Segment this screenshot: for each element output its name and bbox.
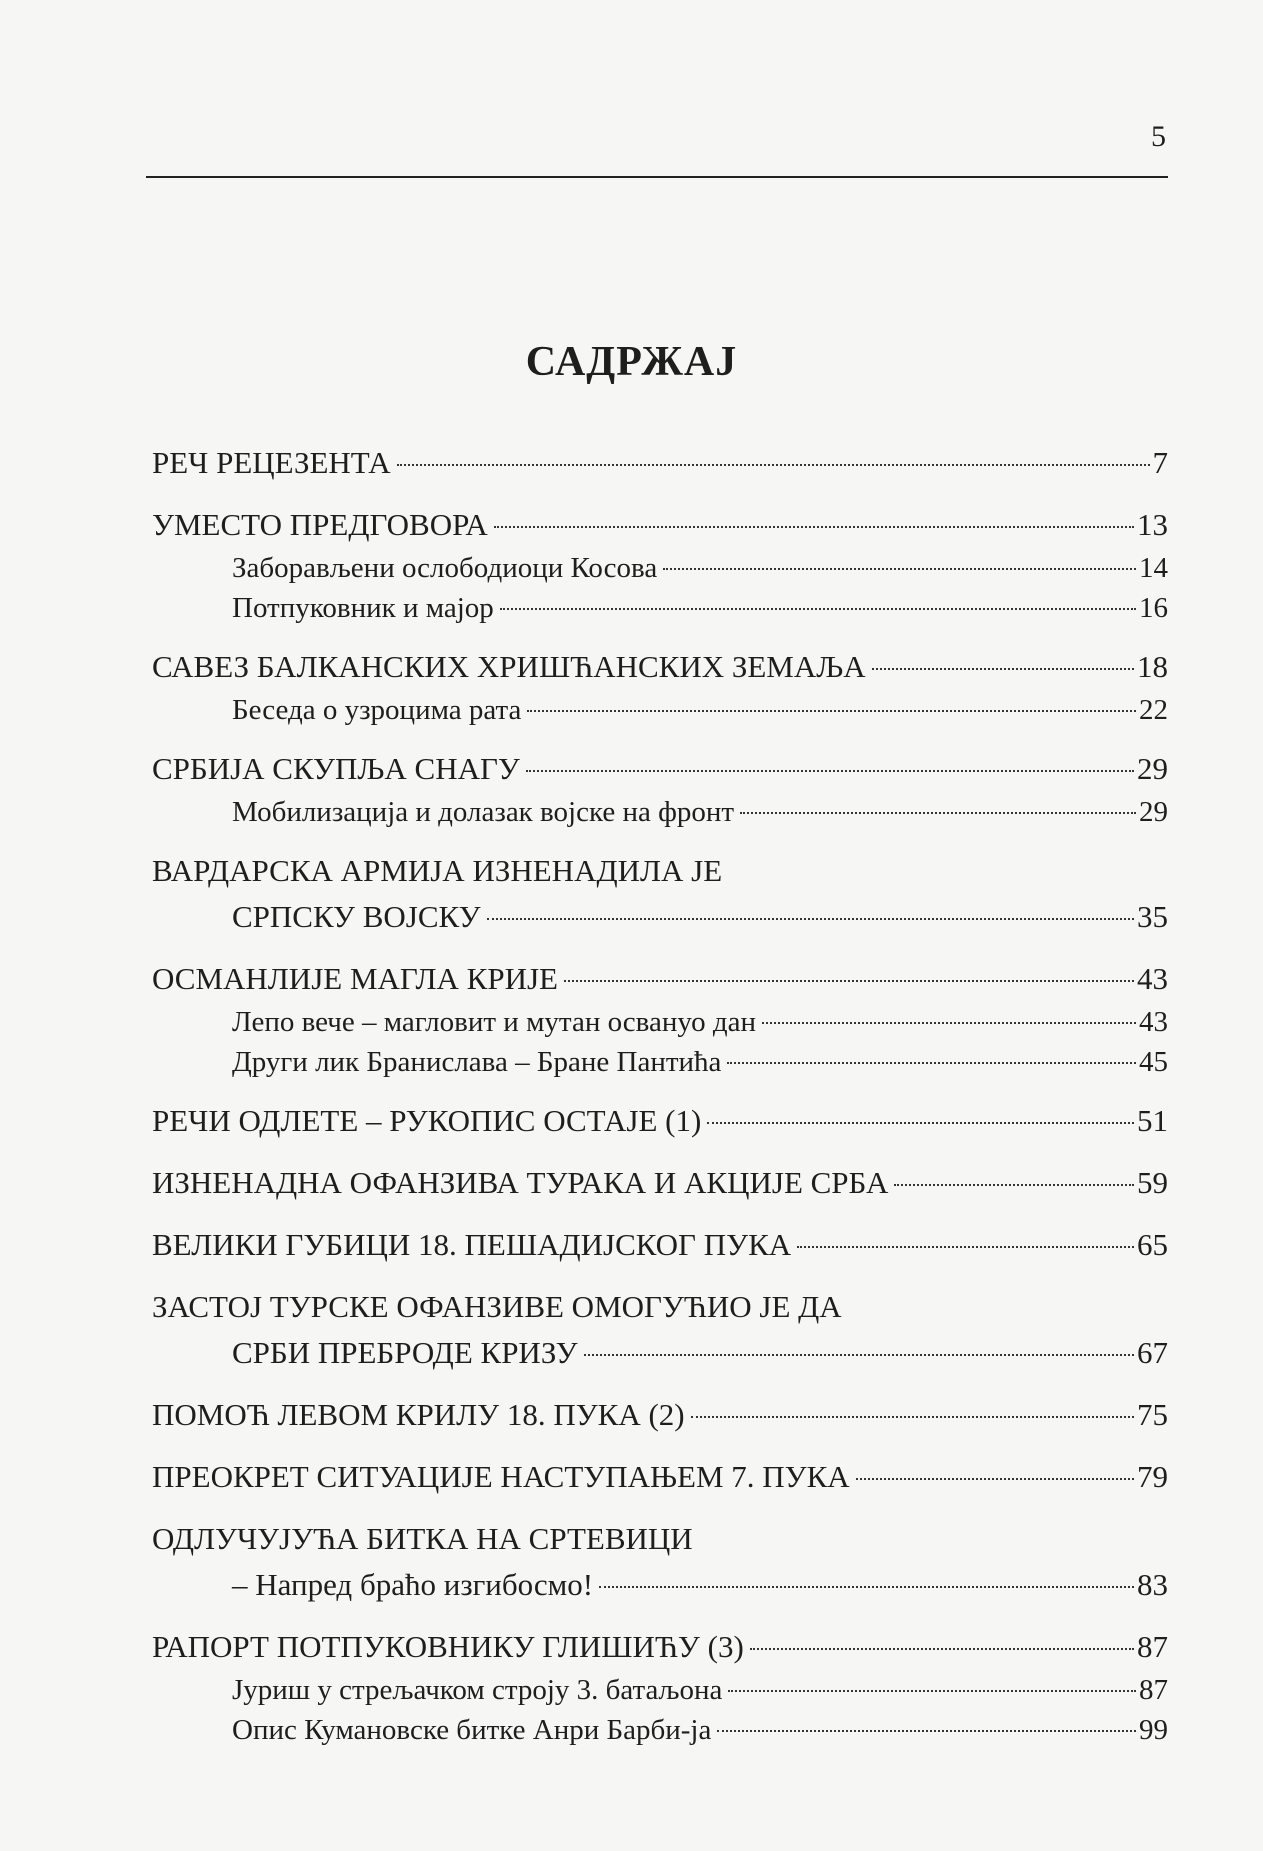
dot-leader xyxy=(487,918,1134,920)
toc-subentry xyxy=(152,792,1168,832)
toc-entry-continuation xyxy=(152,1562,1168,1608)
toc-entry-title: Потпуковник и мајор xyxy=(232,592,494,624)
toc-row xyxy=(152,644,1168,690)
toc-entry-title: ОДЛУЧУЈУЋА БИТКА НА СРТЕВИЦИ xyxy=(152,1521,693,1556)
toc-row xyxy=(152,1392,1168,1438)
toc-chapter xyxy=(152,956,1168,1002)
toc-entry-page: 14 xyxy=(1139,552,1168,584)
dot-leader xyxy=(872,668,1134,670)
toc-entry-title: Други лик Бранислава – Бране Пантића xyxy=(232,1046,722,1078)
toc-entry-page: 7 xyxy=(1152,445,1168,480)
dot-leader xyxy=(397,464,1150,466)
toc-subentry xyxy=(152,1002,1168,1042)
toc-chapter xyxy=(152,1222,1168,1268)
toc-entry-page: 87 xyxy=(1139,1674,1168,1706)
toc-entry-page: 35 xyxy=(1137,899,1168,934)
dot-leader xyxy=(717,1730,1136,1732)
toc-row xyxy=(232,1710,1168,1750)
page-number: 5 xyxy=(1151,120,1166,153)
toc-subentry xyxy=(152,690,1168,730)
toc-entry-page: 65 xyxy=(1137,1227,1168,1262)
dot-leader xyxy=(599,1586,1134,1588)
toc-row xyxy=(152,1222,1168,1268)
toc-entry-page: 99 xyxy=(1139,1714,1168,1746)
toc-entry-title: Опис Кумановске битке Анри Барби-ја xyxy=(232,1714,712,1746)
toc-chapter xyxy=(152,1454,1168,1500)
toc-entry-title: ИЗНЕНАДНА ОФАНЗИВА ТУРАКА И АКЦИЈЕ СРБА xyxy=(152,1165,889,1200)
toc-row xyxy=(152,502,1168,548)
toc-entry-title: СРБИ ПРЕБРОДЕ КРИЗУ xyxy=(232,1335,578,1370)
toc-entry-title: ВАРДАРСКА АРМИЈА ИЗНЕНАДИЛА ЈЕ xyxy=(152,853,723,888)
dot-leader xyxy=(527,710,1136,712)
header-rule xyxy=(146,176,1168,178)
toc-entry-continuation xyxy=(152,1330,1168,1376)
toc-subentry xyxy=(152,548,1168,588)
toc-entry-page: 43 xyxy=(1139,1006,1168,1038)
toc-entry-page: 79 xyxy=(1137,1459,1168,1494)
toc-entry-title: Заборављени ослободиоци Косова xyxy=(232,552,658,584)
toc-chapter xyxy=(152,502,1168,548)
dot-leader xyxy=(740,812,1136,814)
dot-leader xyxy=(691,1416,1134,1418)
toc-entry-title: СРПСКУ ВОЈСКУ xyxy=(232,899,481,934)
toc-row xyxy=(232,792,1168,832)
toc-entry-title: РЕЧ РЕЦЕЗЕНТА xyxy=(152,445,391,480)
toc-chapter xyxy=(152,440,1168,486)
toc-row xyxy=(152,1624,1168,1670)
toc-row xyxy=(152,956,1168,1002)
table-of-contents xyxy=(152,440,1168,1750)
toc-row xyxy=(152,1562,1168,1608)
toc-entry-page: 18 xyxy=(1137,649,1168,684)
toc-entry-title: Јуриш у стрељачком строју 3. батаљона xyxy=(232,1674,723,1706)
toc-entry-title: Мобилизација и долазак војске на фронт xyxy=(232,796,735,828)
toc-chapter xyxy=(152,848,1168,940)
dot-leader xyxy=(500,608,1136,610)
toc-entry-title: ЗАСТОЈ ТУРСКЕ ОФАНЗИВЕ ОМОГУЋИО ЈЕ ДА xyxy=(152,1289,842,1324)
toc-entry-title: РЕЧИ ОДЛЕТЕ – РУКОПИС ОСТАЈЕ (1) xyxy=(152,1103,702,1138)
dot-leader xyxy=(584,1354,1134,1356)
toc-entry-page: 16 xyxy=(1139,592,1168,624)
toc-row xyxy=(152,1454,1168,1500)
dot-leader xyxy=(750,1648,1134,1650)
toc-entry-title: УМЕСТО ПРЕДГОВОРА xyxy=(152,507,488,542)
toc-row xyxy=(152,440,1168,486)
dot-leader xyxy=(894,1184,1134,1186)
toc-subentry xyxy=(152,1670,1168,1710)
toc-entry-page: 22 xyxy=(1139,694,1168,726)
toc-chapter xyxy=(152,1392,1168,1438)
toc-chapter xyxy=(152,1160,1168,1206)
dot-leader xyxy=(762,1022,1136,1024)
dot-leader xyxy=(564,980,1134,982)
toc-row xyxy=(152,1160,1168,1206)
toc-entry-page: 67 xyxy=(1137,1335,1168,1370)
toc-row xyxy=(232,690,1168,730)
toc-entry-title: СРБИЈА СКУПЉА СНАГУ xyxy=(152,751,520,786)
toc-entry-title: САВЕЗ БАЛКАНСКИХ ХРИШЋАНСКИХ ЗЕМАЉА xyxy=(152,649,866,684)
dot-leader xyxy=(856,1478,1134,1480)
toc-entry-page: 29 xyxy=(1139,796,1168,828)
toc-entry-title: Лепо вече – магловит и мутан освануо дан xyxy=(232,1006,757,1038)
toc-entry-continuation xyxy=(152,894,1168,940)
toc-subentry xyxy=(152,588,1168,628)
toc-entry-title: – Напред браћо изгибосмо! xyxy=(232,1567,594,1602)
toc-entry-title: Беседа о узроцима рата xyxy=(232,694,522,726)
toc-row xyxy=(232,1042,1168,1082)
toc-row xyxy=(232,588,1168,628)
toc-row xyxy=(152,1330,1168,1376)
dot-leader xyxy=(663,568,1136,570)
toc-chapter xyxy=(152,644,1168,690)
toc-row xyxy=(232,1670,1168,1710)
toc-entry-page: 43 xyxy=(1137,961,1168,996)
toc-subentry xyxy=(152,1710,1168,1750)
dot-leader xyxy=(707,1122,1134,1124)
toc-chapter xyxy=(152,1284,1168,1376)
page-title: САДРЖАЈ xyxy=(525,339,738,385)
toc-entry-page: 75 xyxy=(1137,1397,1168,1432)
toc-entry-page: 87 xyxy=(1137,1629,1168,1664)
toc-entry-title: ПРЕОКРЕТ СИТУАЦИЈЕ НАСТУПАЊЕМ 7. ПУКА xyxy=(152,1459,850,1494)
dot-leader xyxy=(526,770,1134,772)
toc-row xyxy=(152,894,1168,940)
dot-leader xyxy=(797,1246,1134,1248)
toc-chapter xyxy=(152,746,1168,792)
toc-entry-page: 45 xyxy=(1139,1046,1168,1078)
toc-row xyxy=(152,1098,1168,1144)
toc-entry-page: 51 xyxy=(1137,1103,1168,1138)
toc-chapter xyxy=(152,1516,1168,1608)
dot-leader xyxy=(728,1690,1136,1692)
toc-entry-title: ВЕЛИКИ ГУБИЦИ 18. ПЕШАДИЈСКОГ ПУКА xyxy=(152,1227,792,1262)
dot-leader xyxy=(494,526,1134,528)
toc-subentry xyxy=(152,1042,1168,1082)
toc-row xyxy=(152,746,1168,792)
toc-entry-title: ОСМАНЛИЈЕ МАГЛА КРИЈЕ xyxy=(152,961,558,996)
toc-entry-page: 13 xyxy=(1137,507,1168,542)
dot-leader xyxy=(727,1062,1136,1064)
toc-row xyxy=(232,1002,1168,1042)
toc-entry-page: 83 xyxy=(1137,1567,1168,1602)
toc-chapter xyxy=(152,1624,1168,1670)
toc-entry-title: РАПОРТ ПОТПУКОВНИКУ ГЛИШИЋУ (3) xyxy=(152,1629,744,1664)
toc-entry-title: ПОМОЋ ЛЕВОМ КРИЛУ 18. ПУКА (2) xyxy=(152,1397,685,1432)
toc-chapter xyxy=(152,1098,1168,1144)
toc-entry-page: 59 xyxy=(1137,1165,1168,1200)
toc-entry-page: 29 xyxy=(1137,751,1168,786)
toc-row xyxy=(232,548,1168,588)
